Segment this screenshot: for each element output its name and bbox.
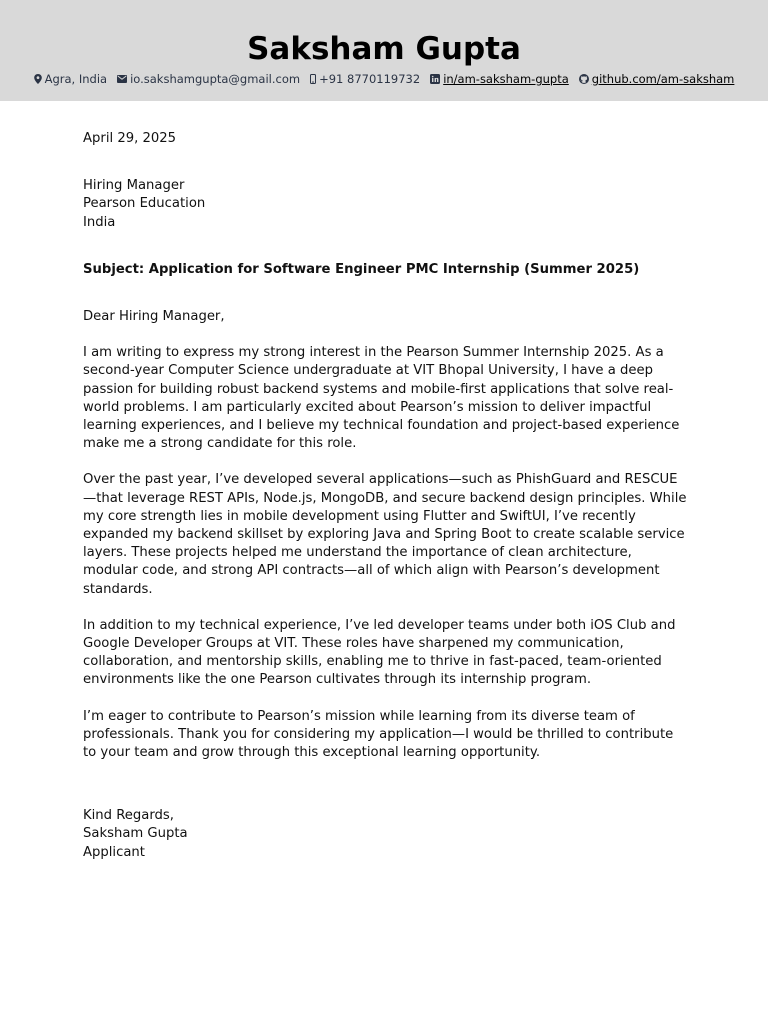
closing-block	[83, 807, 688, 862]
phone-text[interactable]: +91 8770119732	[319, 72, 421, 86]
signature-title: Applicant	[83, 844, 145, 860]
letter-body	[83, 130, 688, 862]
contact-linkedin[interactable]	[430, 71, 569, 87]
contact-github[interactable]	[579, 71, 735, 87]
contact-email[interactable]	[117, 71, 300, 87]
body-paragraph: I’m eager to contribute to Pearson’s mission while learning from its diverse team of professionals. Thank you for considering my application—I would be thrilled to contribute to your team and grow through this exceptional learning opportunity.	[83, 708, 674, 761]
body-paragraph: In addition to my technical experience, I’ve led developer teams under both iOS Club and Google Developer Groups at VIT. These roles have sharpened my communication, collaboration, and mentorship skills, enabling me to thrive in fast-paced, team-oriented environments like the one Pearson cultivates through its internship program.	[83, 617, 676, 688]
recipient-line: Hiring Manager	[83, 178, 185, 194]
body-paragraph: I am writing to express my strong interest in the Pearson Summer Internship 2025. As a second-year Computer Science undergraduate at VIT Bhopal University, I have a deep passion for building robust backend systems and mobile-first applications that solve real-world problems. I am particularly excited about Pearson’s mission to deliver impactful learning experiences, and I believe my technical foundation and project-based experience make me a strong candidate for this role.	[83, 345, 680, 452]
header-banner	[0, 0, 768, 101]
letter-date: April 29, 2025	[83, 131, 177, 146]
recipient-line: Pearson Education	[83, 196, 206, 212]
body-paragraph: Over the past year, I’ve developed several applications—such as PhishGuard and RESCUE—that leverage REST APIs, Node.js, MongoDB, and secure backend design principles. While my core strength lies in mobile development using Flutter and SwiftUI, I’ve recently expanded my backend skillset by exploring Java and Spring Boot to create scalable service layers. These projects helped me understand the importance of clean architecture, modular code, and strong API contracts—all of which align with Pearson’s development standards.	[83, 472, 687, 597]
contact-location	[34, 71, 107, 87]
applicant-name: Saksham Gupta	[247, 31, 521, 67]
subject-line: Subject: Application for Software Engineer PMC Internship (Summer 2025)	[83, 261, 640, 277]
contact-bar	[0, 71, 768, 87]
linkedin-icon	[430, 74, 440, 84]
phone-icon	[310, 74, 316, 84]
github-icon	[579, 74, 589, 84]
linkedin-link[interactable]: in/am-saksham-gupta	[443, 72, 569, 86]
email-text[interactable]: io.sakshamgupta@gmail.com	[130, 72, 301, 86]
salutation: Dear Hiring Manager,	[83, 309, 225, 325]
github-link[interactable]: github.com/am-saksham	[591, 72, 735, 86]
signature-name: Saksham Gupta	[83, 826, 188, 842]
recipient-line: India	[83, 214, 116, 230]
location-text: Agra, India	[44, 72, 108, 86]
contact-phone[interactable]	[310, 71, 420, 87]
envelope-icon	[117, 75, 127, 83]
location-pin-icon	[34, 74, 42, 84]
recipient-block	[83, 177, 688, 232]
closing-line: Kind Regards,	[83, 808, 174, 824]
